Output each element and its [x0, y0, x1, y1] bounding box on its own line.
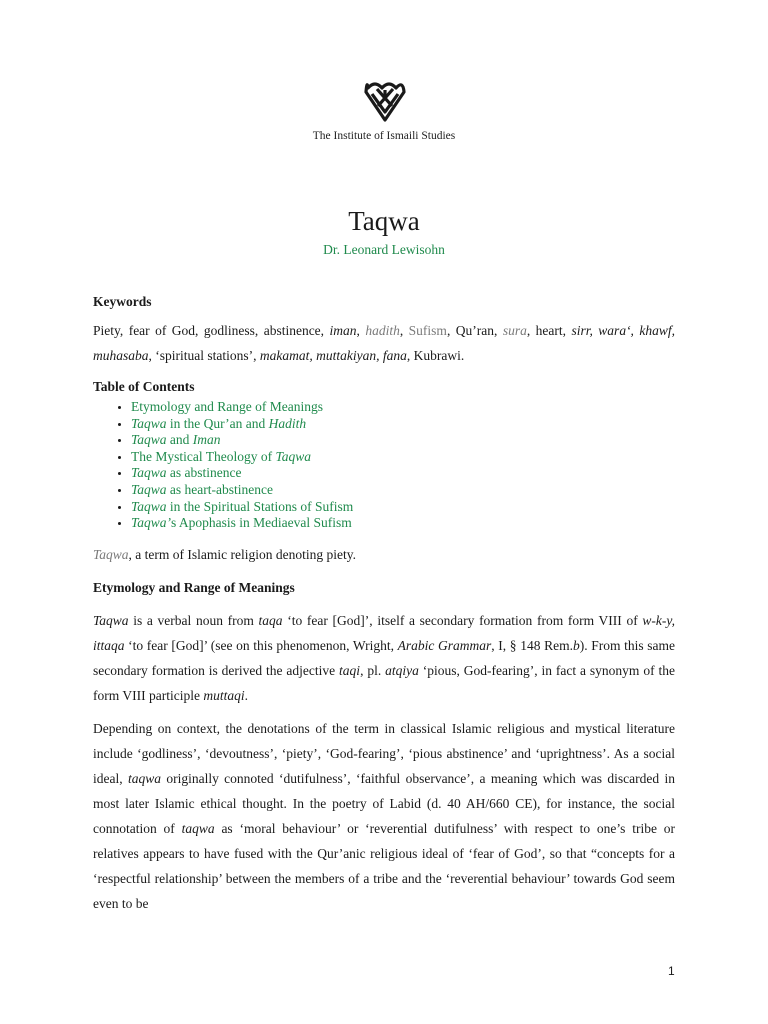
toc-item-label: The Mystical Theology of — [131, 448, 276, 464]
toc-item-label: as heart-abstinence — [166, 481, 273, 497]
paragraph-text: , pl. — [360, 662, 386, 678]
paragraph-text: ). From this same secondary formation is derived the adjective — [93, 637, 675, 678]
keywords-part: , ‘spiritual stations’, — [148, 348, 260, 363]
toc-item-label: Taqwa — [131, 432, 167, 448]
paragraph-text: Arabic Grammar — [397, 637, 492, 653]
toc-item-taqwa-iman[interactable] — [131, 432, 675, 449]
keywords-part: , heart, — [526, 323, 572, 338]
page-number: 1 — [668, 964, 675, 978]
paragraph-text: muttaqi — [203, 687, 245, 703]
toc-item-label: Taqwa — [131, 465, 167, 481]
paragraph-etymology-1 — [93, 608, 675, 708]
toc-item-label: Taqwa’ — [131, 515, 172, 531]
toc-item-label: and — [166, 432, 193, 448]
paragraph-text: taqwa — [181, 820, 215, 836]
intro-text: , a term of Islamic religion denoting piety. — [128, 546, 356, 562]
paragraph-text: taqa — [258, 612, 283, 628]
keyword-sufism-link[interactable]: Sufism — [408, 323, 447, 338]
table-of-contents — [93, 399, 675, 532]
document-title: Taqwa — [348, 206, 420, 236]
keywords-part: , Qu’ran, — [446, 323, 503, 338]
toc-item-apophasis[interactable] — [131, 515, 675, 532]
paragraph-text: taqwa — [127, 770, 161, 786]
toc-item-label: Taqwa — [131, 498, 167, 514]
author-name: Dr. Leonard Lewisohn — [323, 242, 445, 257]
intro-term-link[interactable]: Taqwa — [93, 546, 129, 562]
paragraph-text: ‘to fear [God]’ (see on this phenomenon, Wright, — [124, 637, 398, 653]
toc-item-label: s Apophasis in Mediaeval Sufism — [171, 515, 352, 531]
toc-item-heart-abstinence[interactable] — [131, 482, 675, 499]
keywords-text — [93, 318, 675, 368]
section-heading-etymology: Etymology and Range of Meanings — [93, 579, 295, 595]
toc-item-etymology[interactable] — [131, 399, 675, 416]
toc-item-label: Hadith — [268, 415, 307, 431]
keywords-part: Piety, fear of God, godliness, abstinence, — [93, 323, 330, 338]
keyword-sura-link[interactable]: sura — [502, 323, 527, 338]
paragraph-text: atqiya — [385, 662, 419, 678]
paragraph-text: , I, § 148 Rem. — [491, 637, 573, 653]
paragraph-text: ‘to fear [God]’, itself a secondary formation from form VIII of — [282, 612, 643, 628]
paragraph-text: . — [244, 687, 248, 703]
keyword-hadith-link[interactable]: hadith — [365, 323, 400, 338]
keywords-part: , — [399, 323, 409, 338]
toc-item-label: Etymology and Range of Meanings — [131, 399, 323, 414]
toc-item-label: Iman — [192, 432, 221, 448]
paragraph-text: ‘pious, God-fearing’, in fact a synonym of the form VIII participle — [93, 662, 675, 703]
paragraph-text: is a verbal noun from — [128, 612, 259, 628]
toc-item-abstinence[interactable] — [131, 465, 675, 482]
toc-item-quran-hadith[interactable] — [131, 416, 675, 433]
paragraph-text: Taqwa — [93, 612, 129, 628]
keywords-italic: sirr, wara‘, khawf, muhasaba — [93, 323, 676, 363]
paragraph-etymology-2 — [93, 716, 675, 916]
keywords-italic: makamat, muttakiyan, fana — [259, 348, 407, 363]
keywords-part: , Kubrawi. — [406, 348, 465, 363]
toc-item-label: in the Qur’an and — [166, 415, 269, 431]
paragraph-text: w-k-y, ittaqa — [93, 612, 676, 653]
paragraph-text: as ‘moral behaviour’ or ‘reverential dutifulness’ with respect to one’s tribe or relatives appears to have fused with the Qur’anic religious ideal of ‘fear of God’, so that “concepts for a ‘respectful relationship’ between the members of a tribe and the ‘reverential behaviour’ towards God seem even to be — [93, 820, 675, 911]
intro-sentence — [93, 542, 675, 567]
toc-heading: Table of Contents — [93, 379, 195, 394]
keywords-heading: Keywords — [93, 294, 152, 309]
institute-knot-logo-icon — [362, 80, 408, 124]
toc-item-label: Taqwa — [131, 481, 167, 497]
paragraph-text: originally connoted ‘dutifulness’, ‘faithful observance’, a meaning which was discarded in most later Islamic ethical thought. In the poetry of Labid (d. 40 AH/660 CE), for instance, the social connotation of — [93, 770, 675, 836]
paragraph-text: b — [572, 637, 580, 653]
paragraph-text: Depending on context, the denotations of the term in classical Islamic religious and mystical literature include ‘godliness’, ‘devoutness’, ‘piety’, ‘God-fearing’, ‘pious abstinence’ and ‘uprightness’. As a social ideal, — [93, 720, 675, 786]
institute-name: The Institute of Ismaili Studies — [312, 130, 456, 142]
keyword-iman: iman — [329, 323, 357, 338]
paragraph-text: taqi — [339, 662, 361, 678]
toc-item-label: as abstinence — [166, 465, 242, 481]
toc-item-label: in the Spiritual Stations of Sufism — [166, 498, 354, 514]
toc-item-mystical-theology[interactable] — [131, 449, 675, 466]
document-body — [93, 289, 675, 916]
toc-item-label: Taqwa — [275, 448, 312, 464]
toc-item-spiritual-stations[interactable] — [131, 499, 675, 516]
keywords-part: , — [356, 323, 366, 338]
toc-item-label: Taqwa — [131, 415, 167, 431]
